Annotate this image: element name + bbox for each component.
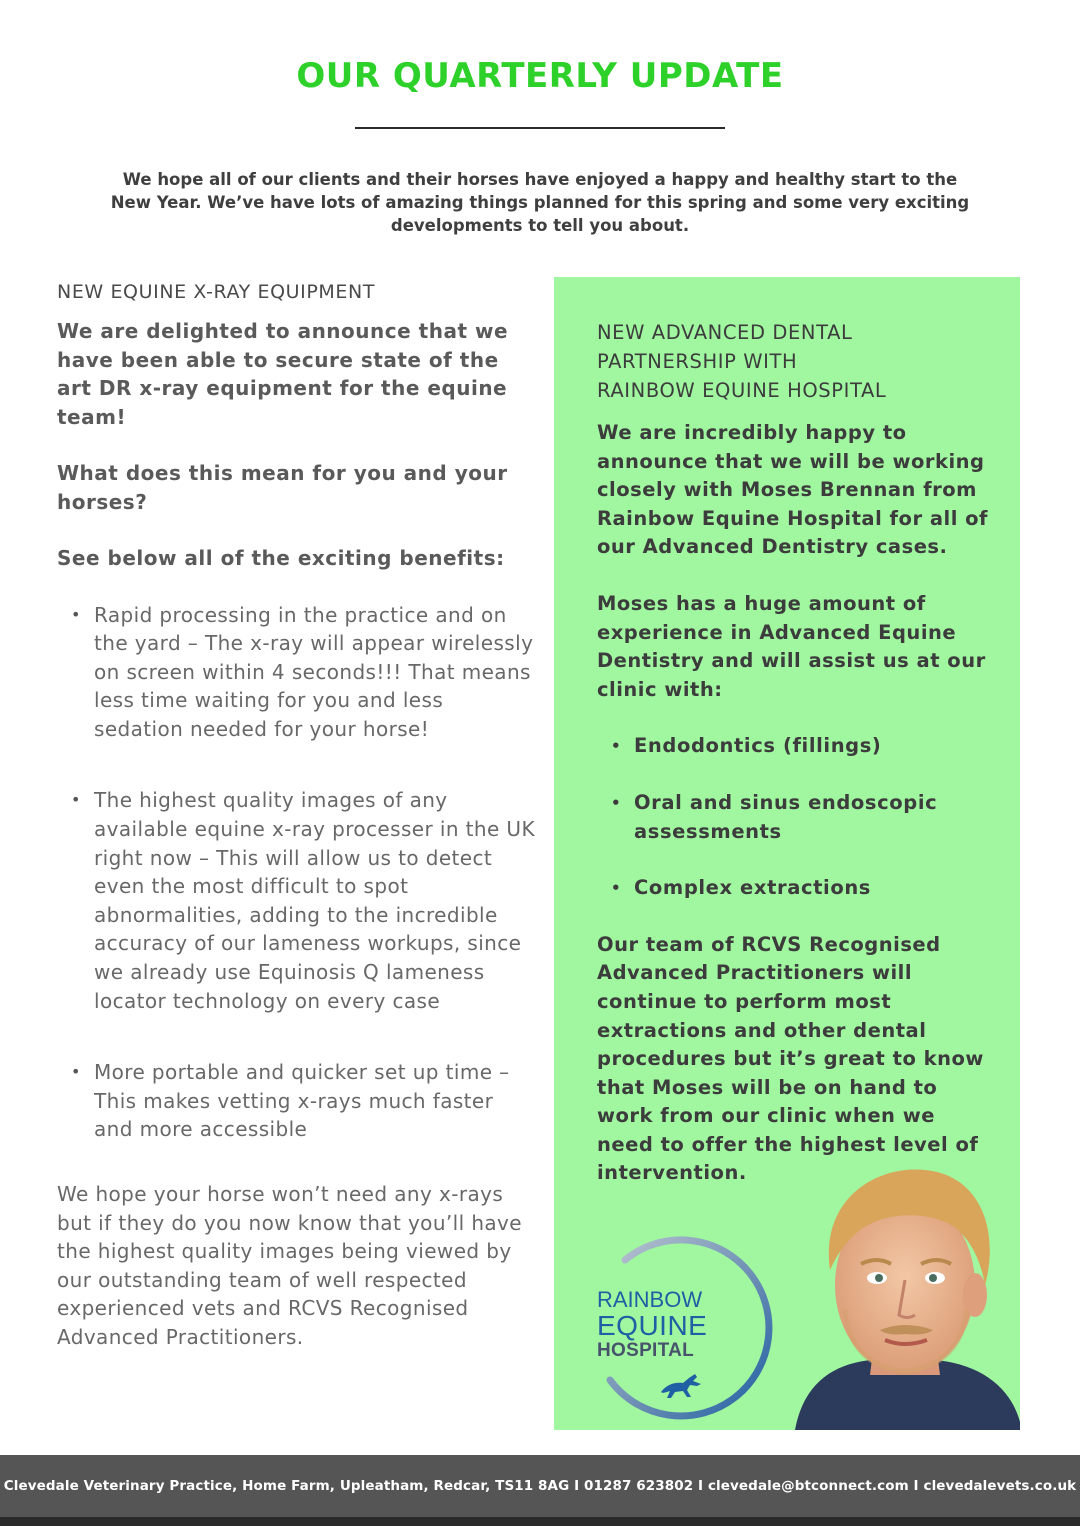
dental-experience: Moses has a huge amount of experience in Advanced Equine Dentistry and will assist us at our clinic with: — [597, 591, 986, 701]
list-item: • More portable and quicker set up time – This makes vetting x-rays much faster and more accessible — [57, 1058, 537, 1144]
logo-line1: RAINBOW — [597, 1287, 703, 1312]
list-item: • Endodontics (fillings) — [597, 732, 997, 761]
benefits-intro: See below all of the exciting benefits: — [57, 546, 505, 570]
services-list — [597, 732, 997, 902]
dental-section — [597, 318, 997, 1188]
dental-heading-line3: RAINBOW EQUINE HOSPITAL — [597, 379, 887, 402]
list-item: • Rapid processing in the practice and on the yard – The x-ray will appear wirelessly on screen within 4 seconds!!! That means less time waiting for you and less sedation needed for your horse! — [57, 601, 537, 744]
logo-line3: HOSPITAL — [597, 1340, 695, 1361]
list-item: • The highest quality images of any available equine x-ray processer in the UK right now – This will allow us to detect even the most difficult to spot abnormalities, adding to the incredible accuracy of our lameness workups, since we already use Equinosis Q lameness locator technology on every case — [57, 786, 537, 1015]
title-divider — [355, 127, 725, 129]
logo-wordmark — [597, 1287, 717, 1362]
intro-paragraph: We hope all of our clients and their horses have enjoyed a happy and healthy start to the New Year. We’ve have lots of amazing things planned for this spring and some very exciting developments to tell you about. — [110, 170, 970, 235]
dental-announcement: We are incredibly happy to announce that we will be working closely with Moses Brennan from Rainbow Equine Hospital for all of our Advanced Dentistry cases. — [597, 421, 989, 559]
footer-contact: Clevedale Veterinary Practice, Home Farm, Upleatham, Redcar, TS11 8AG I 01287 623802 I clevedale@btconnect.com I clevedalevets.co.uk — [0, 1455, 1080, 1517]
dental-heading-line2: PARTNERSHIP WITH — [597, 350, 798, 373]
footer-bottom-bar — [0, 1517, 1080, 1526]
dental-heading-line1: NEW ADVANCED DENTAL — [597, 321, 853, 344]
portrait-photo — [785, 1160, 1020, 1430]
xray-heading: NEW EQUINE X-RAY EQUIPMENT — [57, 281, 376, 303]
benefits-list — [57, 601, 537, 1145]
list-item: • Complex extractions — [597, 874, 997, 903]
logo-line2: EQUINE — [597, 1310, 708, 1341]
xray-question: What does this mean for you and your horses? — [57, 461, 508, 514]
horse-icon — [657, 1370, 707, 1400]
xray-section — [57, 280, 537, 1352]
dental-closing: Our team of RCVS Recognised Advanced Practitioners will continue to perform most extractions and other dental procedures but it’s great to know that Moses will be on hand to work from our clinic when we need to offer the highest level of intervention. — [597, 932, 984, 1185]
xray-announcement: We are delighted to announce that we have been able to secure state of the art DR x-ray equipment for the equine team! — [57, 319, 509, 429]
page-title: OUR QUARTERLY UPDATE — [296, 56, 784, 96]
xray-closing: We hope your horse won’t need any x-rays but if they do you now know that you’ll have the highest quality images being viewed by our outstanding team of well respected experienced vets and RCVS Recognised Advanced Practitioners. — [57, 1182, 522, 1349]
list-item: • Oral and sinus endoscopic assessments — [597, 789, 997, 846]
